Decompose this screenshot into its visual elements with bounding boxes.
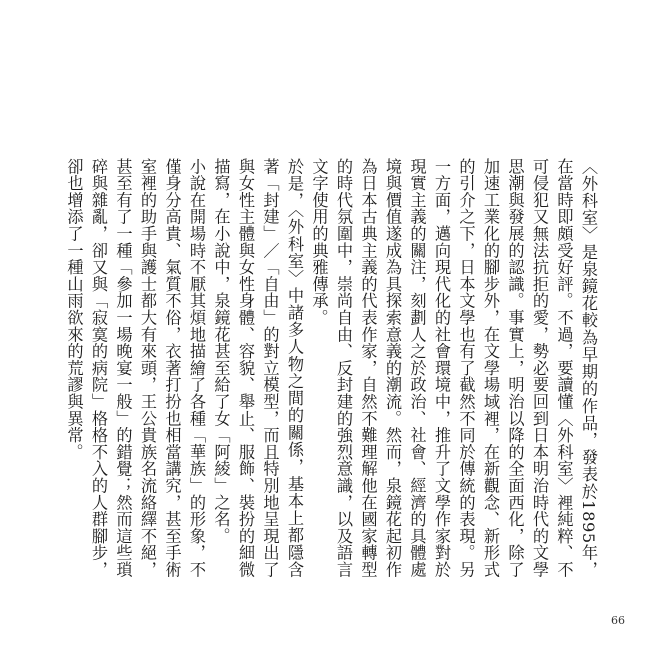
page-number: 66 xyxy=(611,614,625,627)
paragraph-1: 〈外科室〉是泉鏡花較為早期的作品，發表於1895年，在當時即頗受好評。不過，要讀懂〈外科室〉裡純粹、不可侵犯又無法抗拒的愛，勢必要回到日本明治時代的文學思潮與發展的認識。事實上，明治以降的全面西化，除了加速工業化的腳步外，在文學場域裡，在新觀念、新形式的引介之下，日本文學也有了截然不同於傳統的表現。另一方面，邁向現代化的社會環境中，推升了文學作家對於現實主義的關注，刻劃人之於政治、社會、經濟的具體處境與價值遂成為具探索意義的潮流。然而，泉鏡花起初作為日本古典主義的代表作家，自然不難理解他在國家轉型的時代氛圍中，崇尚自由、反封建的強烈意識，以及語言文字使用的典雅傳承。 xyxy=(309,158,598,578)
vertical-text-body xyxy=(64,158,600,578)
paragraph-3: 小說在開場時不厭其煩地描繪了各種「華族」的形象，不僅身分高貴、氣質不俗，衣著打扮也相當講究，甚至手術室裡的助手與護士都大有來頭，王公貴族名流絡繹不絕，甚至有了一種「參加一場晚宴一般」的錯覺；然而這些瑣碎與雜亂，卻又與「寂寞的病院」格格不入的人群腳步，卻也增添了一種山雨欲來的荒謬與異常。 xyxy=(64,158,206,578)
paragraph-2: 於是，〈外科室〉中諸多人物之間的關係，基本上都隱含著「封建」／「自由」的對立模型，而且特別地呈現出了與女性主體與女性身體、容貌、舉止、服飾、裝扮的細微描寫，在小說中，泉鏡花甚至給了女「阿綾」之名。 xyxy=(211,158,304,578)
